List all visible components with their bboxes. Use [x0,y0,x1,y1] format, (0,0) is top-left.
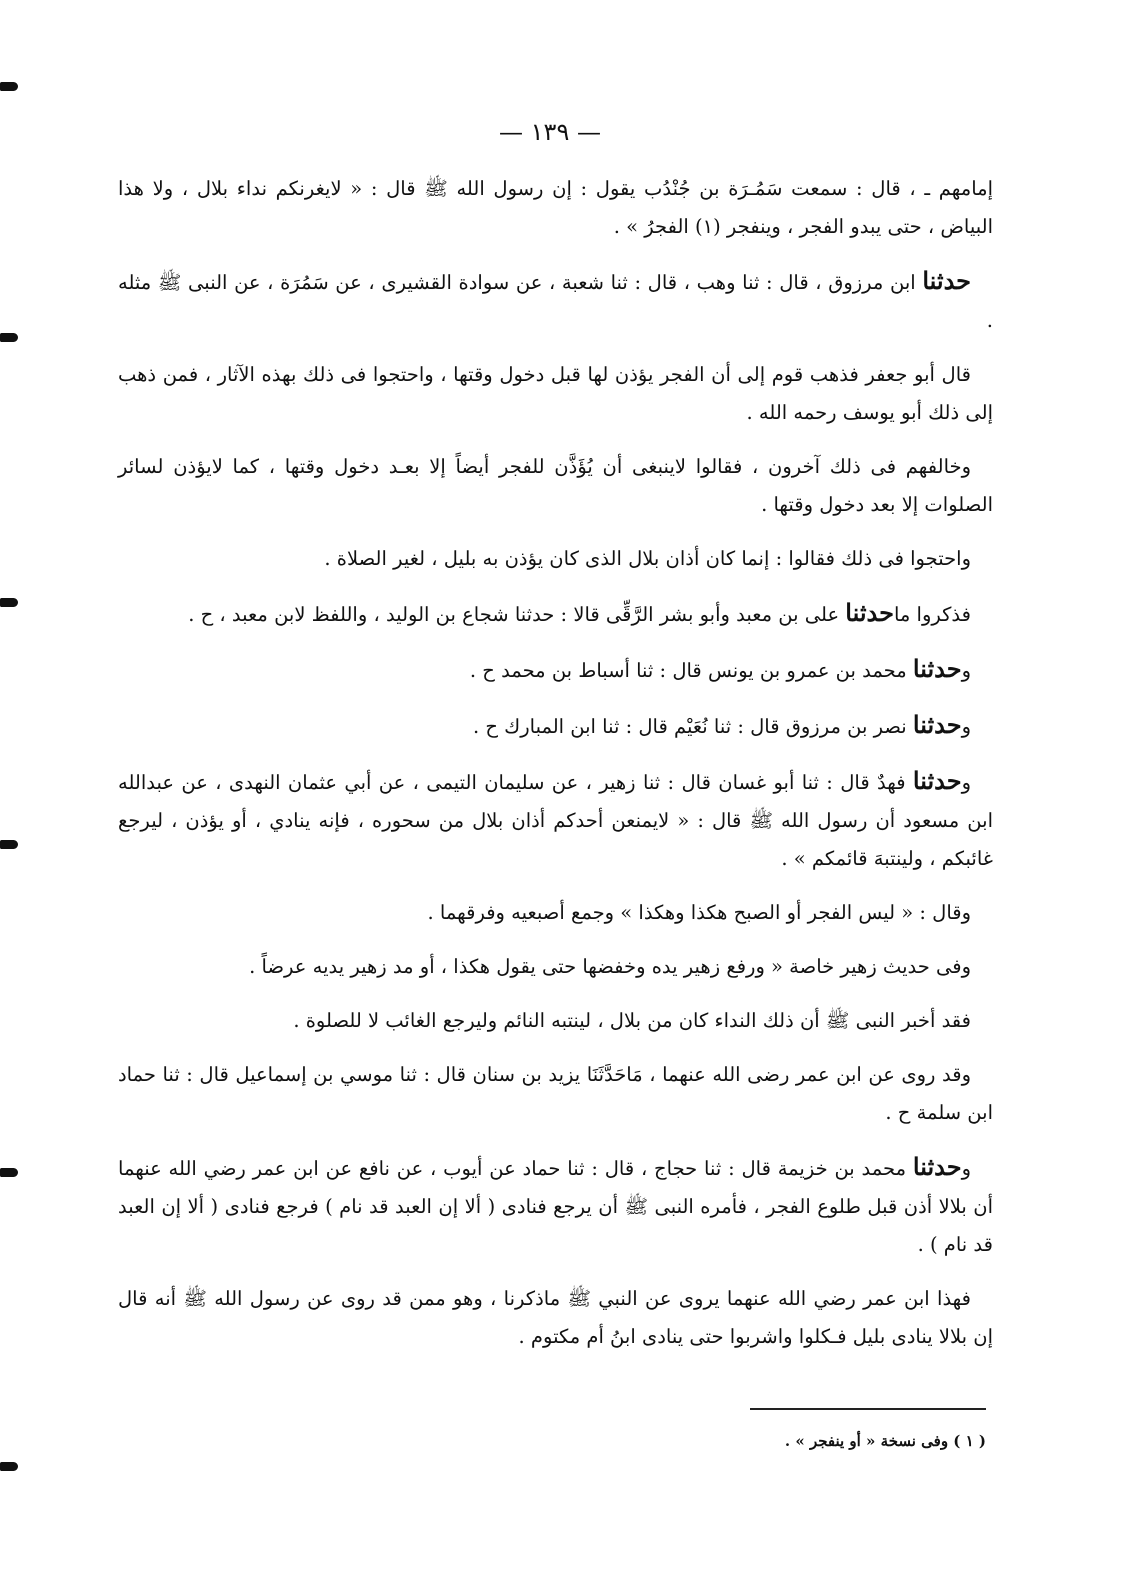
paragraph-prefix: و [961,1157,971,1180]
paragraph-6 [118,594,993,634]
scan-margin-mark [0,82,18,91]
paragraph-text: على بن معبد وأبو بشر الرَّقِّى قالا : حدثنا شجاع بن الوليد ، واللفظ لابن معبد ، ح . [188,603,846,626]
paragraph-text: محمد بن خزيمة قال : ثنا حجاج ، قال : ثنا حماد عن أيوب ، عن نافع عن ابن عمر رضي الله عنهما أن بلالا أذن قبل طلوع الفجر ، فأمره النبى ﷺ أن يرجع فنادى ( ألا إن العبد قد نام ) فرجع فنادى ( ألا إن العبد قد نام ) . [118,1157,993,1256]
scan-margin-mark [0,333,18,342]
paragraph-7 [118,650,993,690]
paragraph-4: وخالفهم فى ذلك آخرون ، فقالوا لاينبغى أن يُؤَذَّن للفجر أيضاً إلا بعـد دخول وقتها ، كما لايؤذن لسائر الصلوات إلا بعد دخول وقتها . [118,455,993,516]
page-number: — ١٣٩ — [499,118,601,146]
footnote-divider [750,1408,986,1410]
paragraph-text: محمد بن عمرو بن يونس قال : ثنا أسباط بن محمد ح . [469,659,913,682]
paragraph-8 [118,706,993,746]
paragraph-3: قال أبو جعفر فذهب قوم إلى أن الفجر يؤذن لها قبل دخول وقتها ، واحتجوا فى ذلك بهذه الآثار ، فمن ذهب إلى ذلك أبو يوسف رحمه الله . [118,363,993,424]
paragraph-10: وقال : « ليس الفجر أو الصبح هكذا وهكذا » وجمع أصبعيه وفرقهما . [427,901,971,924]
haddathana-heading: حدثنا [845,598,894,627]
paragraph-14 [118,1148,993,1264]
paragraph-text: ابن مرزوق ، قال : ثنا وهب ، قال : ثنا شعبة ، عن سوادة القشيرى ، عن سَمُرَة ، عن النبى ﷺ مثله . [118,271,993,332]
paragraph-11: وفى حديث زهير خاصة « ورفع زهير يده وخفضها حتى يقول هكذا ، أو مد زهير يديه عرضاً . [249,955,971,978]
paragraph-13: وقد روى عن ابن عمر رضى الله عنهما ، مَاحَدَّثَنَا يزيد بن سنان قال : ثنا موسي بن إسماعيل قال : ثنا حماد ابن سلمة ح . [118,1063,993,1124]
paragraph-text: فهدٌ قال : ثنا أبو غسان قال : ثنا زهير ، عن سليمان التيمى ، عن أبي عثمان النهدى ، عن عبدالله ابن مسعود أن رسول الله ﷺ قال : « لايمنعن أحدكم أذان بلال من سحوره ، فإنه ينادي ، أو يؤذن ، ليرجع غائبكم ، ولينتبهَ قائمكم » . [118,771,993,870]
paragraph-5: واحتجوا فى ذلك فقالوا : إنما كان أذان بلال الذى كان يؤذن به بليل ، لغير الصلاة . [324,547,971,570]
paragraph-prefix: و [961,659,971,682]
scan-margin-mark [0,598,18,607]
scan-margin-mark [0,1168,18,1177]
scan-margin-mark [0,840,18,849]
paragraph-1: إمامهم ـ ، قال : سمعت سَمُـرَة بن جُنْدُب يقول : إن رسول الله ﷺ قال : « لايغرنكم نداء بلال ، ولا هذا البياض ، حتى يبدو الفجر ، وينفجر (١) الفجرُ » . [118,177,993,238]
haddathana-heading: حدثنا [912,710,962,739]
paragraph-15: فهذا ابن عمر رضي الله عنهما يروى عن النبي ﷺ ماذكرنا ، وهو ممن قد روى عن رسول الله ﷺ أنه قال إن بلالا ينادى بليل فـكلوا واشربوا حتى ينادى ابنُ أم مكتوم . [118,1287,993,1348]
paragraph-prefix: فذكروا ما [893,603,971,626]
haddathana-heading: حدثنا [912,766,962,795]
main-text [118,170,993,1372]
paragraph-9 [118,762,993,878]
haddathana-heading: حدثنا [912,654,962,683]
paragraph-text: نصر بن مرزوق قال : ثنا نُعَيْم قال : ثنا ابن المبارك ح . [472,715,913,738]
paragraph-12: فقد أخبر النبى ﷺ أن ذلك النداء كان من بلال ، لينتبه النائم وليرجع الغائب لا للصلوة . [293,1009,971,1032]
paragraph-prefix: و [961,771,971,794]
haddathana-heading: حدثنا [912,1152,962,1181]
footnote: ( ١ ) وفى نسخة « أو ينفجر » . [784,1432,986,1450]
paragraph-2 [118,262,993,340]
haddathana-heading: حدثنا [922,266,971,295]
scan-margin-mark [0,1462,18,1471]
paragraph-prefix: و [961,715,971,738]
